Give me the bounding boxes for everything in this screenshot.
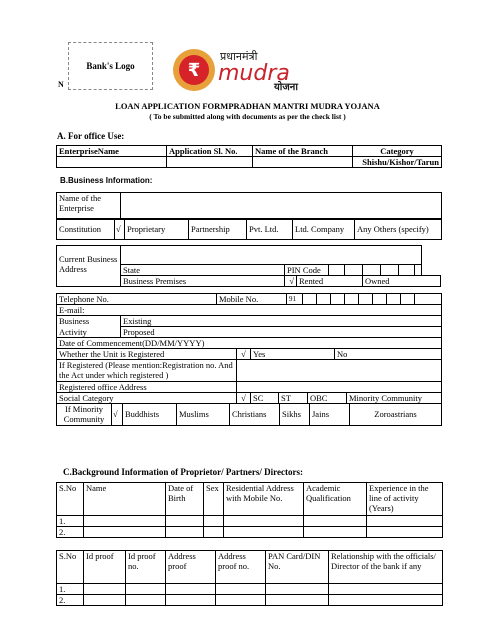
row-number: 1. xyxy=(57,516,84,527)
row-number: 1. xyxy=(57,584,84,595)
option-no[interactable]: No xyxy=(335,349,442,360)
address-cell[interactable] xyxy=(224,516,304,527)
current-business-address-label: Current Business Address xyxy=(57,246,121,287)
col-relationship: Relationship with the officials/ Director of the bank if any xyxy=(329,551,443,584)
col-address-proof: Address proof xyxy=(166,551,216,584)
tick-icon: √ xyxy=(115,220,125,240)
col-name: Name xyxy=(84,483,166,516)
col-academic-qualification: Academic Qualification xyxy=(304,483,367,516)
col-residential-address: Residential Address with Mobile No. xyxy=(224,483,304,516)
col-address-proof-no: Address proof no. xyxy=(216,551,266,584)
option-pvt-ltd[interactable]: Pvt. Ltd. xyxy=(247,220,293,240)
col-enterprise-name: EnterpriseName xyxy=(57,146,167,157)
experience-cell[interactable] xyxy=(367,527,443,538)
name-cell[interactable] xyxy=(84,516,166,527)
registered-office-label: Registered office Address xyxy=(57,382,237,393)
col-dob: Date of Birth xyxy=(166,483,204,516)
if-minority-label: If Minority Community xyxy=(57,404,112,426)
pin-box-5[interactable] xyxy=(399,265,415,276)
registration-table xyxy=(56,337,442,393)
mobile-box-7[interactable] xyxy=(387,294,401,305)
sex-cell[interactable] xyxy=(204,527,224,538)
pin-box-3[interactable] xyxy=(363,265,381,276)
col-id-proof: Id proof xyxy=(84,551,126,584)
pin-box-2[interactable] xyxy=(345,265,363,276)
option-any-others[interactable]: Any Others (specify) xyxy=(355,220,442,240)
address-cell[interactable] xyxy=(224,527,304,538)
row-number: 2. xyxy=(57,595,84,606)
enterprise-name-field[interactable] xyxy=(57,157,167,168)
mobile-label: Mobile No. xyxy=(217,294,287,305)
option-proposed[interactable]: Proposed xyxy=(121,327,442,338)
background-table-1 xyxy=(56,482,443,538)
mobile-box-5[interactable] xyxy=(359,294,373,305)
id-proof-no-cell[interactable] xyxy=(126,584,166,595)
background-table-2 xyxy=(56,550,443,606)
if-registered-label: If Registered (Please mention:Registration no. And the Act under which registered ) xyxy=(57,360,237,382)
name-cell[interactable] xyxy=(84,527,166,538)
option-buddhists[interactable]: Buddhists xyxy=(123,404,177,426)
sex-cell[interactable] xyxy=(204,516,224,527)
form-subtitle: ( To be submitted along with documents as per the check list ) xyxy=(149,112,346,121)
office-use-table xyxy=(56,145,442,168)
business-activity-label-2: Activity xyxy=(57,327,121,338)
form-title: LOAN APPLICATION FORMPRADHAN MANTRI MUDRA YOJANA xyxy=(115,101,380,111)
col-pan-din: PAN Card/DIN No. xyxy=(266,551,329,584)
minority-table xyxy=(56,403,442,426)
address-proof-no-cell[interactable] xyxy=(216,584,266,595)
pin-box-1[interactable] xyxy=(329,265,345,276)
mudra-hindi-top: प्रधानमंत्री xyxy=(220,50,258,63)
pan-cell[interactable] xyxy=(266,584,329,595)
option-minority[interactable]: Minority Community xyxy=(347,393,442,404)
email-activity-table xyxy=(56,304,442,338)
mobile-box-4[interactable] xyxy=(345,294,359,305)
option-st[interactable]: ST xyxy=(279,393,308,404)
business-premises-label: Business Premises xyxy=(121,276,285,287)
col-id-proof-no: Id proof no. xyxy=(126,551,166,584)
option-sikhs[interactable]: Sikhs xyxy=(280,404,310,426)
bank-logo-placeholder: Bank's Logo xyxy=(68,42,153,90)
col-category: Category xyxy=(353,146,442,157)
relationship-cell[interactable] xyxy=(329,584,443,595)
col-sno: S.No xyxy=(57,551,84,584)
col-branch-name: Name of the Branch xyxy=(253,146,353,157)
telephone-label: Telephone No. xyxy=(57,294,217,305)
tick-icon: √ xyxy=(237,393,251,404)
tick-icon: √ xyxy=(112,404,123,426)
col-experience: Experience in the line of activity (Years) xyxy=(367,483,443,516)
option-zoroastrians[interactable]: Zoroastrians xyxy=(350,404,442,426)
tick-icon: √ xyxy=(285,276,297,287)
mobile-box-8[interactable] xyxy=(401,294,415,305)
address-proof-no-cell[interactable] xyxy=(216,595,266,606)
pan-cell[interactable] xyxy=(266,595,329,606)
email-label[interactable]: E-mail: xyxy=(57,305,442,316)
section-b-heading: B.Business Information: xyxy=(60,176,153,185)
mobile-box-9[interactable] xyxy=(415,294,442,305)
mobile-box-1[interactable] xyxy=(303,294,317,305)
mobile-box-2[interactable] xyxy=(317,294,331,305)
option-existing[interactable]: Existing xyxy=(121,316,442,327)
option-proprietary[interactable]: Proprietary xyxy=(125,220,189,240)
pin-box-6[interactable] xyxy=(415,265,422,276)
option-owned[interactable]: Owned xyxy=(363,276,441,287)
qualification-cell[interactable] xyxy=(304,516,367,527)
mudra-word: mudra xyxy=(218,61,290,86)
address-proof-cell[interactable] xyxy=(166,584,216,595)
id-proof-cell[interactable] xyxy=(84,595,126,606)
mobile-box-6[interactable] xyxy=(373,294,387,305)
registered-office-field[interactable] xyxy=(237,382,442,393)
row-number: 2. xyxy=(57,527,84,538)
option-obc[interactable]: OBC xyxy=(308,393,347,404)
id-proof-cell[interactable] xyxy=(84,584,126,595)
mudra-hindi-bottom: योजना xyxy=(274,82,298,93)
date-of-commencement-label[interactable]: Date of Commencement(DD/MM/YYYY) xyxy=(57,338,442,349)
option-yes[interactable]: Yes xyxy=(251,349,335,360)
address-field[interactable] xyxy=(121,246,422,265)
pin-box-4[interactable] xyxy=(381,265,399,276)
option-ltd-company[interactable]: Ltd. Company xyxy=(293,220,355,240)
option-rented[interactable]: Rented xyxy=(297,276,363,287)
constitution-label: Constitution xyxy=(57,220,115,240)
dob-cell[interactable] xyxy=(166,516,204,527)
relationship-cell[interactable] xyxy=(329,595,443,606)
table-row xyxy=(57,516,443,527)
mudra-logo xyxy=(172,46,337,94)
whether-registered-label: Whether the Unit is Registered xyxy=(57,349,237,360)
mobile-box-3[interactable] xyxy=(331,294,345,305)
social-category-label: Social Category xyxy=(57,393,237,404)
section-c-heading: C.Background Information of Proprietor/ Partners/ Directors: xyxy=(63,467,303,477)
col-application-no: Application Sl. No. xyxy=(167,146,253,157)
option-partnership[interactable]: Partnership xyxy=(189,220,247,240)
address-proof-cell[interactable] xyxy=(166,595,216,606)
option-christians[interactable]: Christians xyxy=(230,404,280,426)
mobile-prefix: 91 xyxy=(287,294,303,305)
application-no-field[interactable] xyxy=(167,157,253,168)
table-row xyxy=(57,584,443,595)
category-value[interactable]: Shishu/Kishor/Tarun xyxy=(353,157,442,168)
col-sno: S.No xyxy=(57,483,84,516)
enterprise-name-table xyxy=(56,192,442,219)
business-activity-label-1: Business xyxy=(57,316,121,327)
name-of-enterprise-field[interactable] xyxy=(121,193,442,219)
table-row xyxy=(57,595,443,606)
option-jains[interactable]: Jains xyxy=(310,404,350,426)
col-sex: Sex xyxy=(204,483,224,516)
branch-name-field[interactable] xyxy=(253,157,353,168)
section-a-heading: A. For office Use: xyxy=(57,131,125,141)
dob-cell[interactable] xyxy=(166,527,204,538)
experience-cell[interactable] xyxy=(367,516,443,527)
state-label: State xyxy=(121,265,285,276)
business-address-table xyxy=(56,245,441,287)
rupee-icon: ₹ xyxy=(187,60,201,81)
tick-icon: √ xyxy=(237,349,251,360)
n-mark: N xyxy=(58,80,64,89)
registration-details-field[interactable] xyxy=(237,360,442,382)
constitution-table xyxy=(56,219,442,240)
name-of-enterprise-label: Name of the Enterprise xyxy=(57,193,121,219)
id-proof-no-cell[interactable] xyxy=(126,595,166,606)
pin-code-label: PIN Code xyxy=(285,265,329,276)
option-sc[interactable]: SC xyxy=(251,393,279,404)
option-muslims[interactable]: Muslims xyxy=(177,404,230,426)
qualification-cell[interactable] xyxy=(304,527,367,538)
table-row xyxy=(57,527,443,538)
